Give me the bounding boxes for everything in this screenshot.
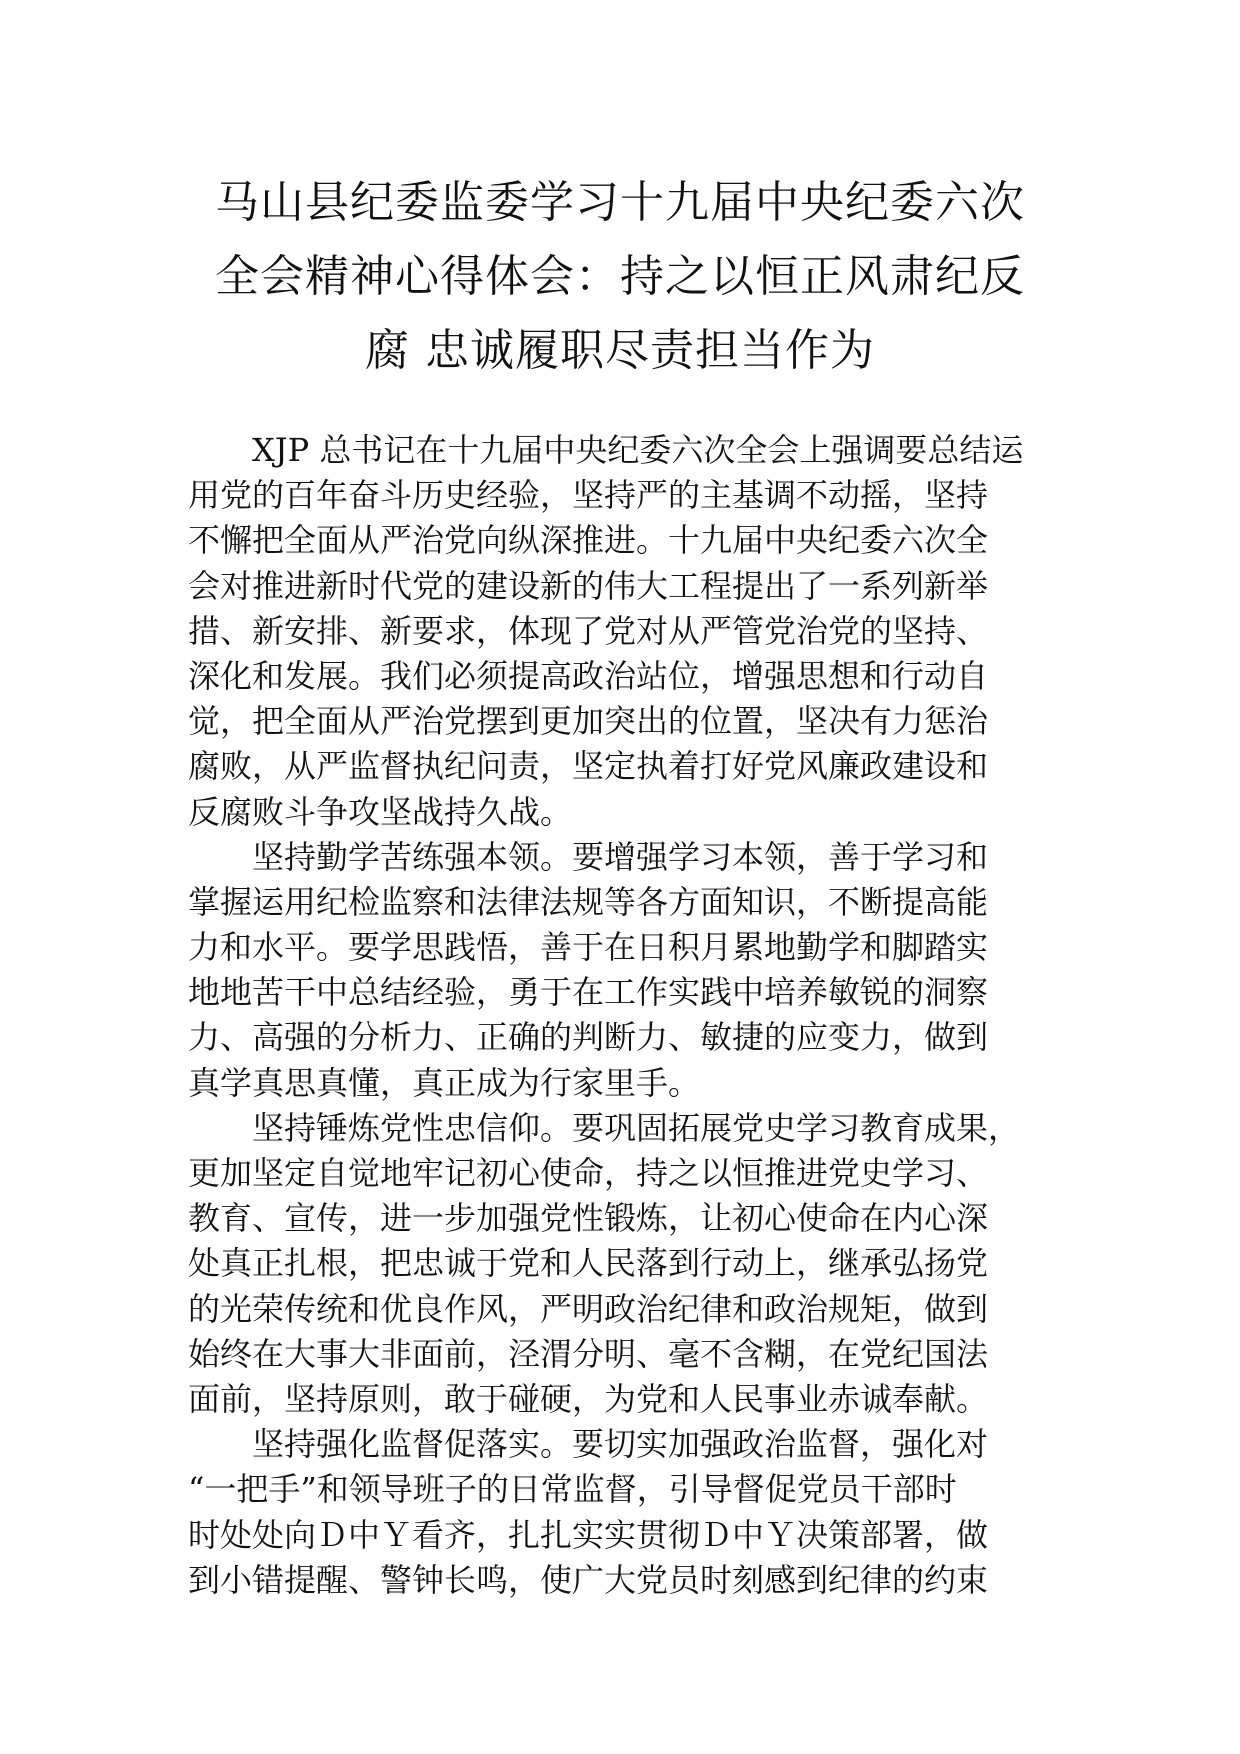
document-body <box>188 428 1088 1603</box>
body-text-line: 更加坚定自觉地牢记初心使命，持之以恒推进党史学习、 <box>188 1154 989 1192</box>
body-text-line: 腐败，从严监督执纪问责，坚定执着打好党风廉政建设和 <box>188 747 989 786</box>
body-text-line: 面前，坚持原则，敢于碰硬，为党和人民事业赤诚奉献。 <box>188 1379 989 1418</box>
body-text-line: 力和水平。要学思践悟，善于在日积月累地勤学和脚踏实 <box>188 928 989 967</box>
body-text-line: 用党的百年奋斗历史经验，坚持严的主基调不动摇，坚持 <box>188 476 989 515</box>
title-line: 全会精神心得体会：持之以恒正风肃纪反 <box>215 251 1025 302</box>
body-text-line: 真学真思真懂，真正成为行家里手。 <box>188 1063 701 1102</box>
body-text-line: 教育、宣传，进一步加强党性锻炼，让初心使命在内心深 <box>188 1199 989 1238</box>
body-text-line: 坚持勤学苦练强本领。要增强学习本领，善于学习和 <box>252 837 989 876</box>
body-text-line: 到小错提醒、警钟长鸣，使广大党员时刻感到纪律的约束 <box>188 1560 989 1599</box>
body-text-line: “一把手”和领导班子的日常监督，引导督促党员干部时 <box>188 1470 957 1509</box>
body-text-line: 始终在大事大非面前，泾渭分明、毫不含糊，在党纪国法 <box>188 1334 989 1373</box>
body-text-line: 掌握运用纪检监察和法律法规等各方面知识，不断提高能 <box>188 882 989 921</box>
body-text-line: XJP 总书记在十九届中央纪委六次全会上强调要总结运 <box>252 431 1024 469</box>
body-text-line: 不懈把全面从严治党向纵深推进。十九届中央纪委六次全 <box>188 521 989 560</box>
title-line: 马山县纪委监委学习十九届中央纪委六次 <box>215 177 1025 228</box>
body-text-line: 处真正扎根，把忠诚于党和人民落到行动上，继承弘扬党 <box>188 1244 989 1283</box>
title-line: 腐 忠诚履职尽责担当作为 <box>365 325 875 376</box>
document-title <box>170 166 1070 388</box>
body-text-line: 的光荣传统和优良作风，严明政治纪律和政治规矩，做到 <box>188 1289 989 1328</box>
body-text-line: 地地苦干中总结经验，勇于在工作实践中培养敏锐的洞察 <box>188 973 989 1012</box>
body-text-line: 措、新安排、新要求，体现了党对从严管党治党的坚持、 <box>188 611 989 650</box>
body-text-line: 时处处向Ｄ中Ｙ看齐，扎扎实实贯彻Ｄ中Ｙ决策部署，做 <box>188 1515 989 1554</box>
body-text-line: 反腐败斗争攻坚战持久战。 <box>188 792 573 831</box>
body-text-line: 坚持锤炼党性忠信仰。要巩固拓展党史学习教育成果， <box>252 1108 1021 1147</box>
body-text-line: 深化和发展。我们必须提高政治站位，增强思想和行动自 <box>188 656 989 695</box>
body-text-line: 力、高强的分析力、正确的判断力、敏捷的应变力，做到 <box>188 1018 989 1057</box>
body-text-line: 坚持强化监督促落实。要切实加强政治监督，强化对 <box>252 1425 989 1464</box>
body-text-line: 会对推进新时代党的建设新的伟大工程提出了一系列新举 <box>188 566 989 605</box>
body-text-line: 觉，把全面从严治党摆到更加突出的位置，坚决有力惩治 <box>188 702 989 741</box>
